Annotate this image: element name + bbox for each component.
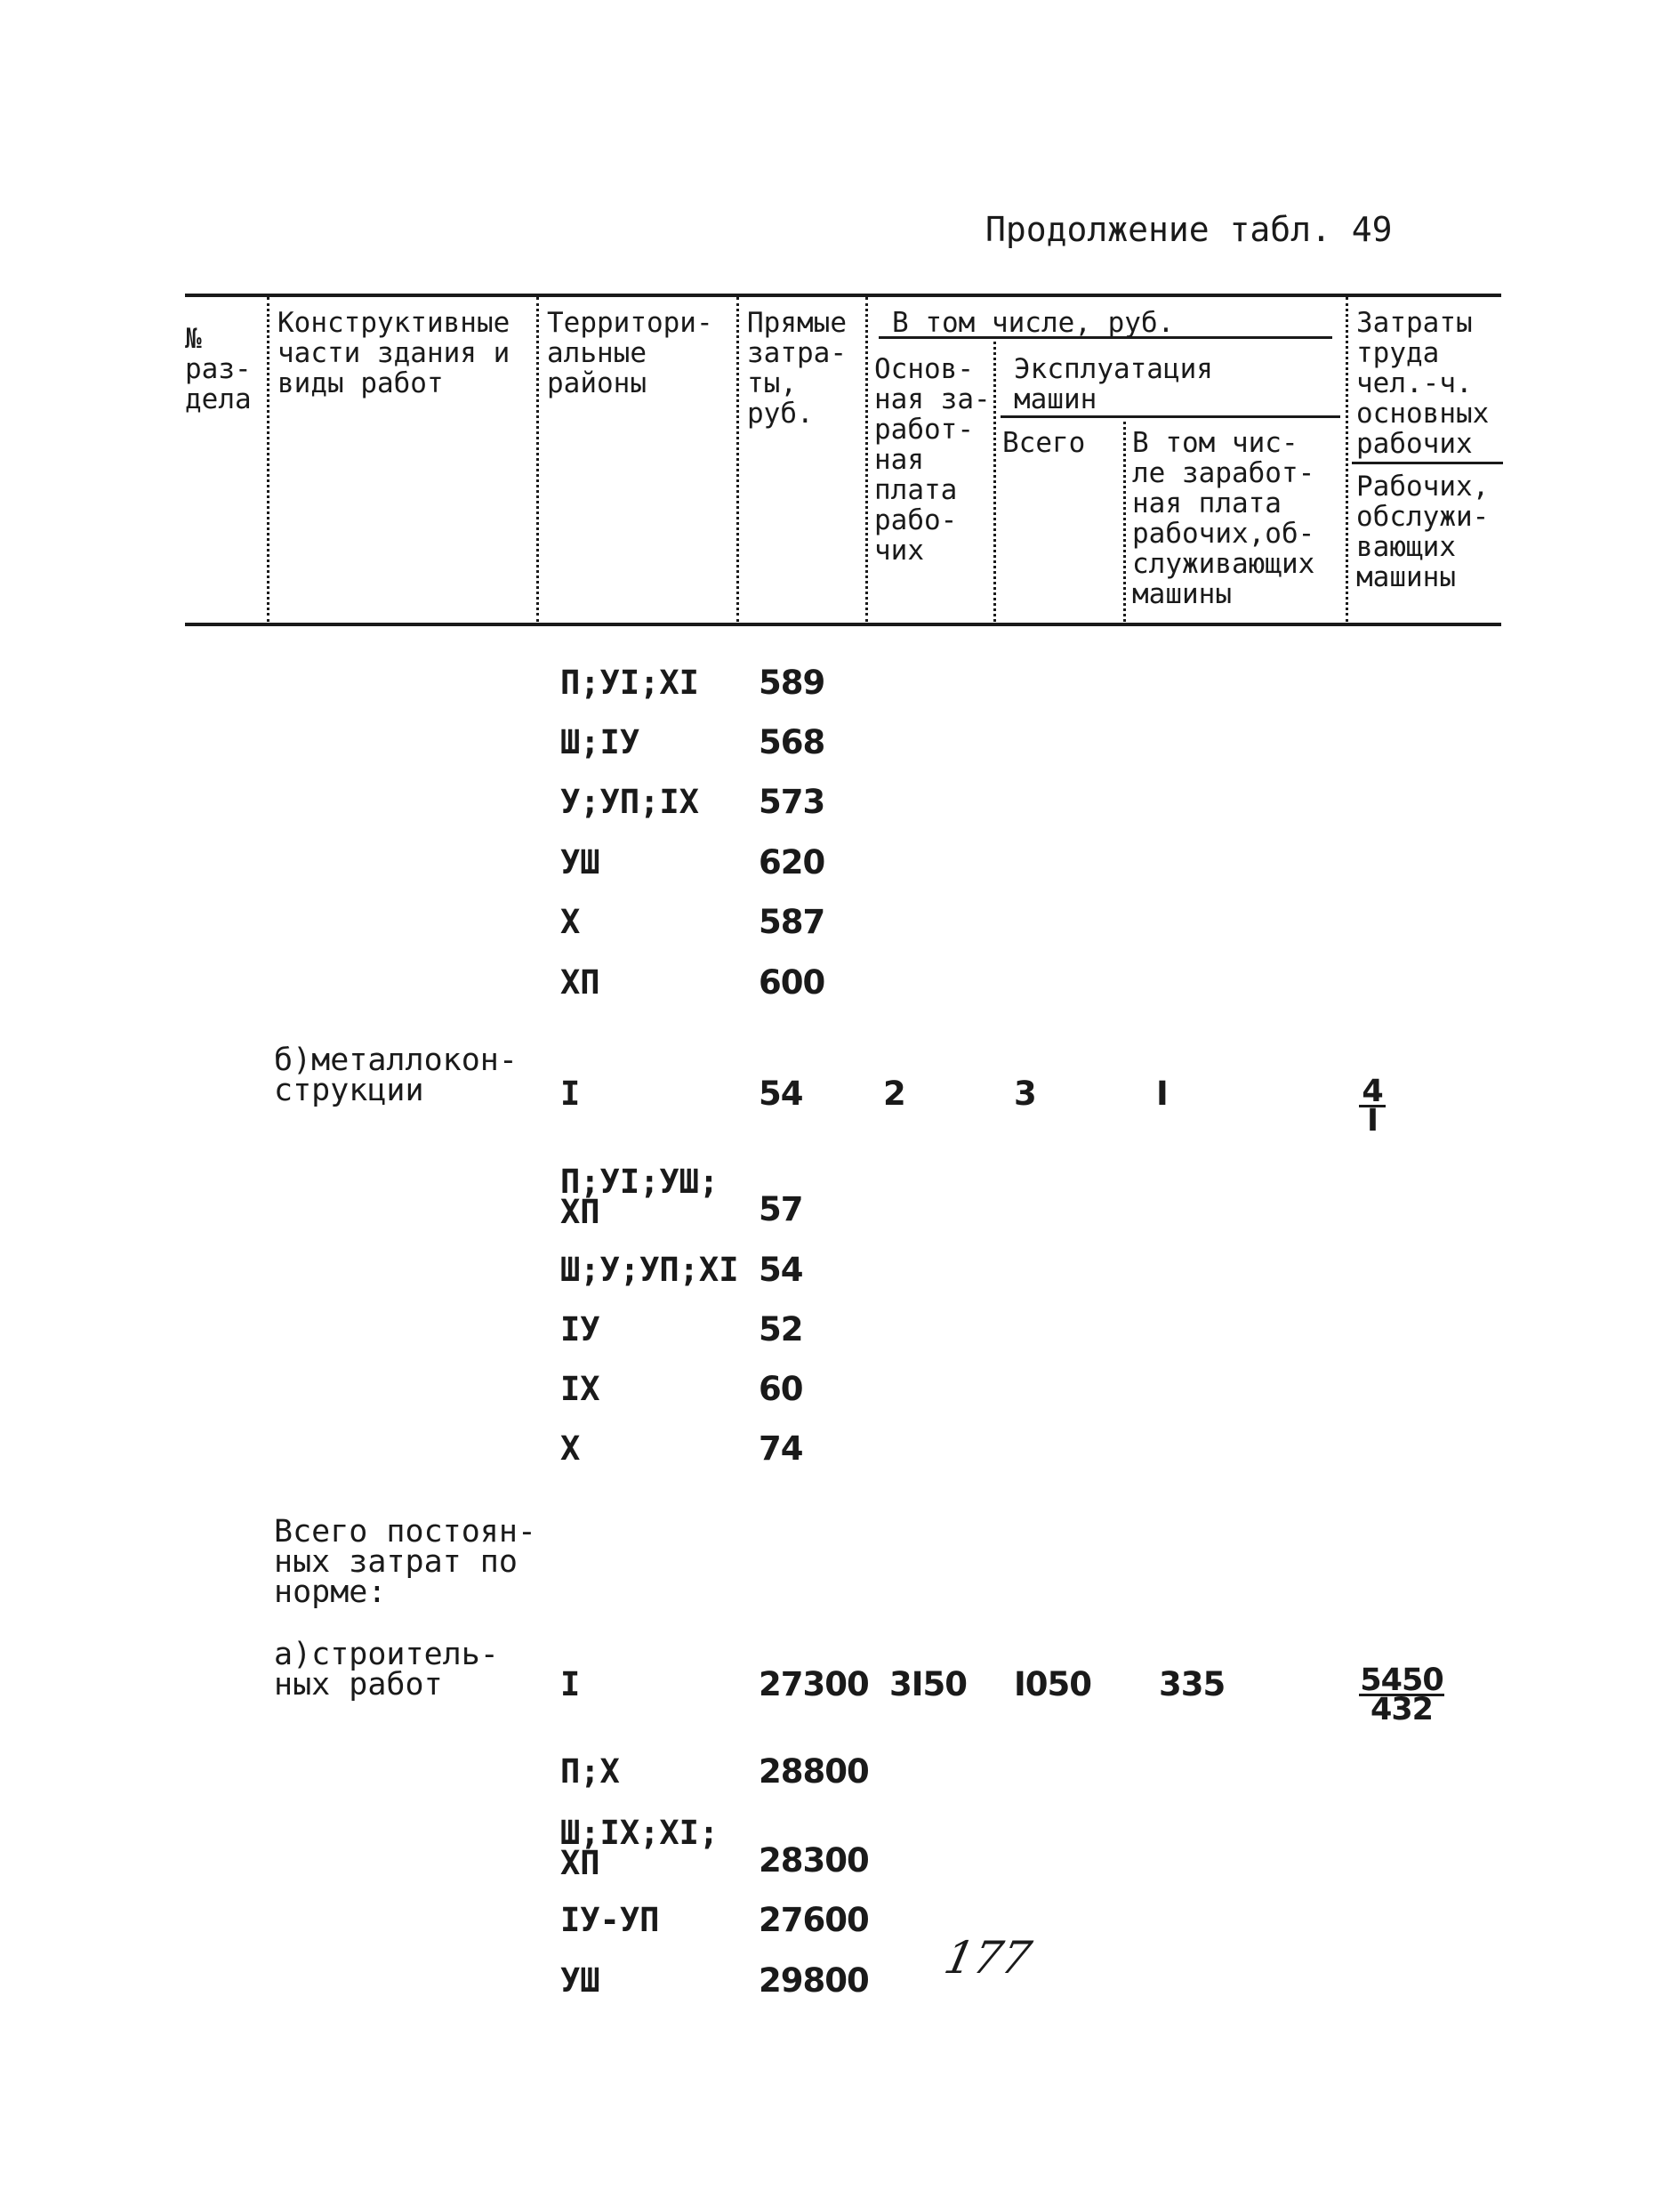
table-row-region: УШ <box>560 1961 600 2000</box>
table-row-labor-fraction: 5450 432 <box>1360 1663 1443 1727</box>
table-row-region: П;X <box>560 1752 620 1791</box>
table-row-direct: 568 <box>759 723 825 761</box>
table-row-region: УШ <box>560 843 600 882</box>
table-row-region: Ш;У;УП;XI <box>560 1251 739 1289</box>
table-row-direct: 52 <box>759 1310 803 1349</box>
col-sep-1 <box>267 297 269 622</box>
table-row-region: X <box>560 903 581 941</box>
header-top-rule <box>185 294 1501 297</box>
table-row-region: П;УI;XI <box>560 664 699 702</box>
page-number: 177 <box>939 1932 1036 1984</box>
header-operator-wages: В том чис- ле заработ- ная плата рабочих,об- служивающих машины <box>1132 427 1315 610</box>
table-row-direct: 74 <box>759 1429 803 1468</box>
table-row-direct: 54 <box>759 1251 803 1289</box>
header-total: Всего <box>1002 427 1086 459</box>
table-row-region: Ш;IX;XI; XП <box>560 1814 719 1882</box>
table-row-region: I <box>560 1665 581 1703</box>
table-row-direct: 600 <box>759 963 825 1002</box>
table-row-direct: 54 <box>759 1075 803 1113</box>
header-labor-operators: Рабочих, обслужи- вающих машины <box>1356 471 1490 593</box>
header-bottom-rule <box>185 623 1501 626</box>
table-row-region: X <box>560 1429 581 1468</box>
table-row-direct: 27600 <box>759 1901 869 1939</box>
labor-divider <box>1352 462 1503 464</box>
table-row-work: Всего постоян- ных затрат по норме: <box>274 1514 537 1610</box>
col-sep-3 <box>736 297 739 622</box>
col-sep-7 <box>1346 297 1348 622</box>
table-row-region: Ш;IУ <box>560 723 640 761</box>
table-row-exploit-total: I050 <box>1014 1665 1092 1703</box>
table-row-region: IУ <box>560 1310 600 1349</box>
header-section-no: № раз- дела <box>185 323 252 415</box>
table-row-work: а)строитель- ных работ <box>274 1637 499 1703</box>
col-sep-4 <box>865 297 868 622</box>
table-row-direct: 589 <box>759 664 825 702</box>
col-sep-6 <box>1123 415 1126 622</box>
table-row-exploit-total: 3 <box>1014 1075 1036 1113</box>
table-row-region: У;УП;IX <box>560 783 699 821</box>
table-row-region: IУ-УП <box>560 1901 660 1939</box>
header-direct-costs: Прямые затра- ты, руб. <box>747 307 847 430</box>
header-labor-main: Затраты труда чел.-ч. основных рабочих <box>1356 307 1490 460</box>
table-row-direct: 29800 <box>759 1961 869 2000</box>
table-caption: Продолжение табл. 49 <box>985 210 1393 249</box>
table-row-region: XП <box>560 963 600 1002</box>
table-row-direct: 60 <box>759 1370 803 1408</box>
table-row-region: П;УI;УШ; XП <box>560 1163 719 1231</box>
table-row-labor-fraction: 4 I <box>1359 1078 1386 1134</box>
table-row-direct: 573 <box>759 783 825 821</box>
table-row-wage: 3I50 <box>889 1665 968 1703</box>
table-row-direct: 28800 <box>759 1752 869 1791</box>
header-base-wage: Основ- ная за- работ- ная плата рабо- чих <box>874 353 991 567</box>
table-row-region: I <box>560 1075 581 1113</box>
header-structural-parts: Конструктивные части здания и виды работ <box>277 307 510 399</box>
exploit-underline <box>1001 415 1340 418</box>
table-row-work: б)металлокон- струкции <box>274 1043 518 1108</box>
table-row-direct: 57 <box>759 1190 803 1228</box>
table-row-direct: 620 <box>759 843 825 882</box>
header-group-including: В том числе, руб. <box>892 307 1175 339</box>
col-sep-2 <box>536 297 539 622</box>
table-row-direct: 28300 <box>759 1841 869 1880</box>
table-row-region: IX <box>560 1370 600 1408</box>
table-row-direct: 27300 <box>759 1665 869 1703</box>
table-row-wage: 2 <box>883 1075 905 1113</box>
header-regions: Территори- альные районы <box>547 307 713 399</box>
col-sep-5 <box>993 342 996 622</box>
table-row-exploit-wage: 335 <box>1159 1665 1226 1703</box>
table-row-direct: 587 <box>759 903 825 941</box>
table-row-exploit-wage: I <box>1156 1075 1168 1113</box>
header-machine-operation: Эксплуатация машин <box>1014 353 1213 415</box>
